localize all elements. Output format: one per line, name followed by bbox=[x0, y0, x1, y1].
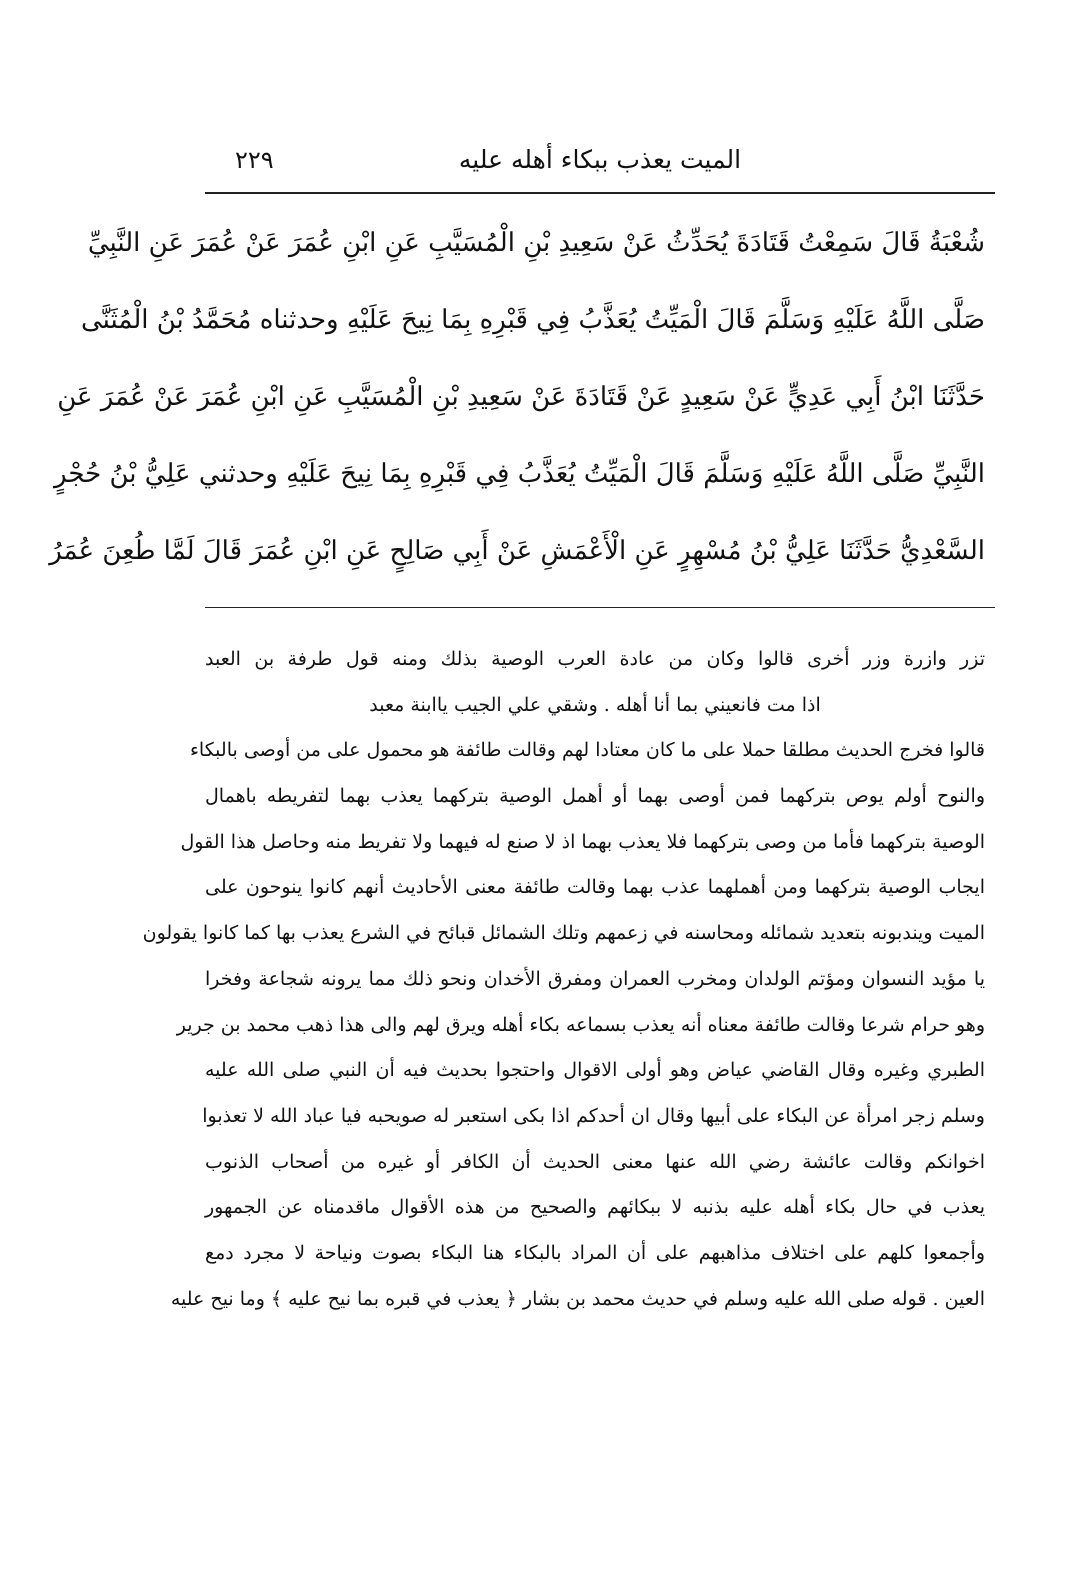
commentary-line: تزر وازرة وزر أخرى قالوا وكان من عادة العرب الوصية بذلك ومنه قول طرفة بن العبد bbox=[205, 648, 985, 670]
hadith-line: حَدَّثَنَا ابْنُ أَبِي عَدِيٍّ عَنْ سَعِيدٍ عَنْ قَتَادَةَ عَنْ سَعِيدِ بْنِ الْمُسَيَّبِ عَنِ ابْنِ عُمَرَ عَنْ عُمَرَ عَنِ bbox=[57, 382, 985, 412]
commentary-line: الوصية بتركهما فأما من وصى بتركهما فلا يعذب بهما اذ لا صنع له فيهما ولا تفريط منه وحاصل هذا القول bbox=[180, 830, 985, 853]
running-title: الميت يعذب ببكاء أهله عليه bbox=[458, 145, 742, 174]
hadith-line: السَّعْدِيُّ حَدَّثَنَا عَلِيُّ بْنُ مُسْهِرٍ عَنِ الْأَعْمَشِ عَنْ أَبِي صَالِحٍ عَنِ ابْنِ عُمَرَ قَالَ لَمَّا طُعِنَ عُمَرُ bbox=[49, 536, 985, 566]
page-number: ٢٢٩ bbox=[235, 146, 274, 174]
commentary-line: الطبري وغيره وقال القاضي عياض وهو أولى الاقوال واحتجوا بحديث فيه أن النبي صلى الله عليه bbox=[205, 1059, 985, 1082]
commentary-line: الميت ويندبونه بتعديد شمائله ومحاسنه في زعمهم وتلك الشمائل قبائح في الشرع يعذب بها كما كانوا يقولون bbox=[142, 922, 985, 945]
commentary-line: قالوا فخرج الحديث مطلقا حملا على ما كان معتادا لهم وقالت طائفة هو محمول على من أوصى بالبكاء bbox=[189, 739, 985, 762]
commentary-line: يعذب في حال بكاء أهله عليه بذنبه لا ببكائهم والصحيح من هذه الأقوال ماقدمناه عن الجمهور bbox=[205, 1196, 985, 1219]
commentary-line: وهو حرام شرعا وقالت طائفة معناه أنه يعذب بسماعه بكاء أهله ويرق لهم والى هذا ذهب محمد بن جرير bbox=[176, 1013, 985, 1036]
commentary-text-block bbox=[142, 637, 985, 1322]
commentary-line: يا مؤيد النسوان ومؤتم الولدان ومخرب العمران ومفرق الأخدان ونحو ذلك مما يرونه شجاعة وفخرا bbox=[205, 967, 985, 990]
commentary-line: العين . قوله صلى الله عليه وسلم في حديث محمد بن بشار ﴿ يعذب في قبره بما نيح عليه ﴾ وما نيح عليه bbox=[170, 1287, 985, 1310]
header-rule bbox=[205, 192, 995, 194]
page-header bbox=[205, 135, 995, 185]
poem-verse: اذا مت فانعيني بما أنا أهله . وشقي علي الجيب ياابنة معبد bbox=[369, 693, 821, 716]
commentary-line: وسلم زجر امرأة عن البكاء على أبيها وقال ان أحدكم اذا بكى استعبر له صويحبه فيا عباد الله لا تعذبوا bbox=[202, 1104, 985, 1127]
hadith-line: النَّبِيِّ صَلَّى اللَّهُ عَلَيْهِ وَسَلَّمَ قَالَ الْمَيِّتُ يُعَذَّبُ فِي قَبْرِهِ بِمَا نِيحَ عَلَيْهِ وحدثني عَلِيُّ بْنُ حُجْرٍ bbox=[54, 459, 985, 489]
hadith-line: شُعْبَةُ قَالَ سَمِعْتُ قَتَادَةَ يُحَدِّثُ عَنْ سَعِيدِ بْنِ الْمُسَيَّبِ عَنِ ابْنِ عُمَرَ عَنْ عُمَرَ عَنِ النَّبِيِّ bbox=[87, 228, 985, 258]
hadith-text-block bbox=[49, 205, 985, 590]
commentary-line: والنوح أولم يوص بتركهما فمن أوصى بهما أو أهمل الوصية بتركهما يعذب بهما لتفريطه باهمال bbox=[205, 785, 985, 808]
section-divider bbox=[205, 607, 995, 608]
commentary-line: اخوانكم وقالت عائشة رضي الله عنها معنى الحديث أن الكافر أو غيره من أصحاب الذنوب bbox=[205, 1150, 985, 1173]
commentary-line: وأجمعوا كلهم على اختلاف مذاهبهم على أن المراد بالبكاء هنا البكاء بصوت ونياحة لا مجرد دمع bbox=[205, 1241, 985, 1264]
hadith-line: صَلَّى اللَّهُ عَلَيْهِ وَسَلَّمَ قَالَ الْمَيِّتُ يُعَذَّبُ فِي قَبْرِهِ بِمَا نِيحَ عَلَيْهِ وحدثناه مُحَمَّدُ بْنُ الْمُثَنَّى bbox=[80, 305, 985, 335]
commentary-line: ايجاب الوصية بتركهما ومن أهملهما عذب بهما وقالت طائفة معنى الأحاديث أنهم كانوا ينوحون على bbox=[205, 876, 985, 899]
